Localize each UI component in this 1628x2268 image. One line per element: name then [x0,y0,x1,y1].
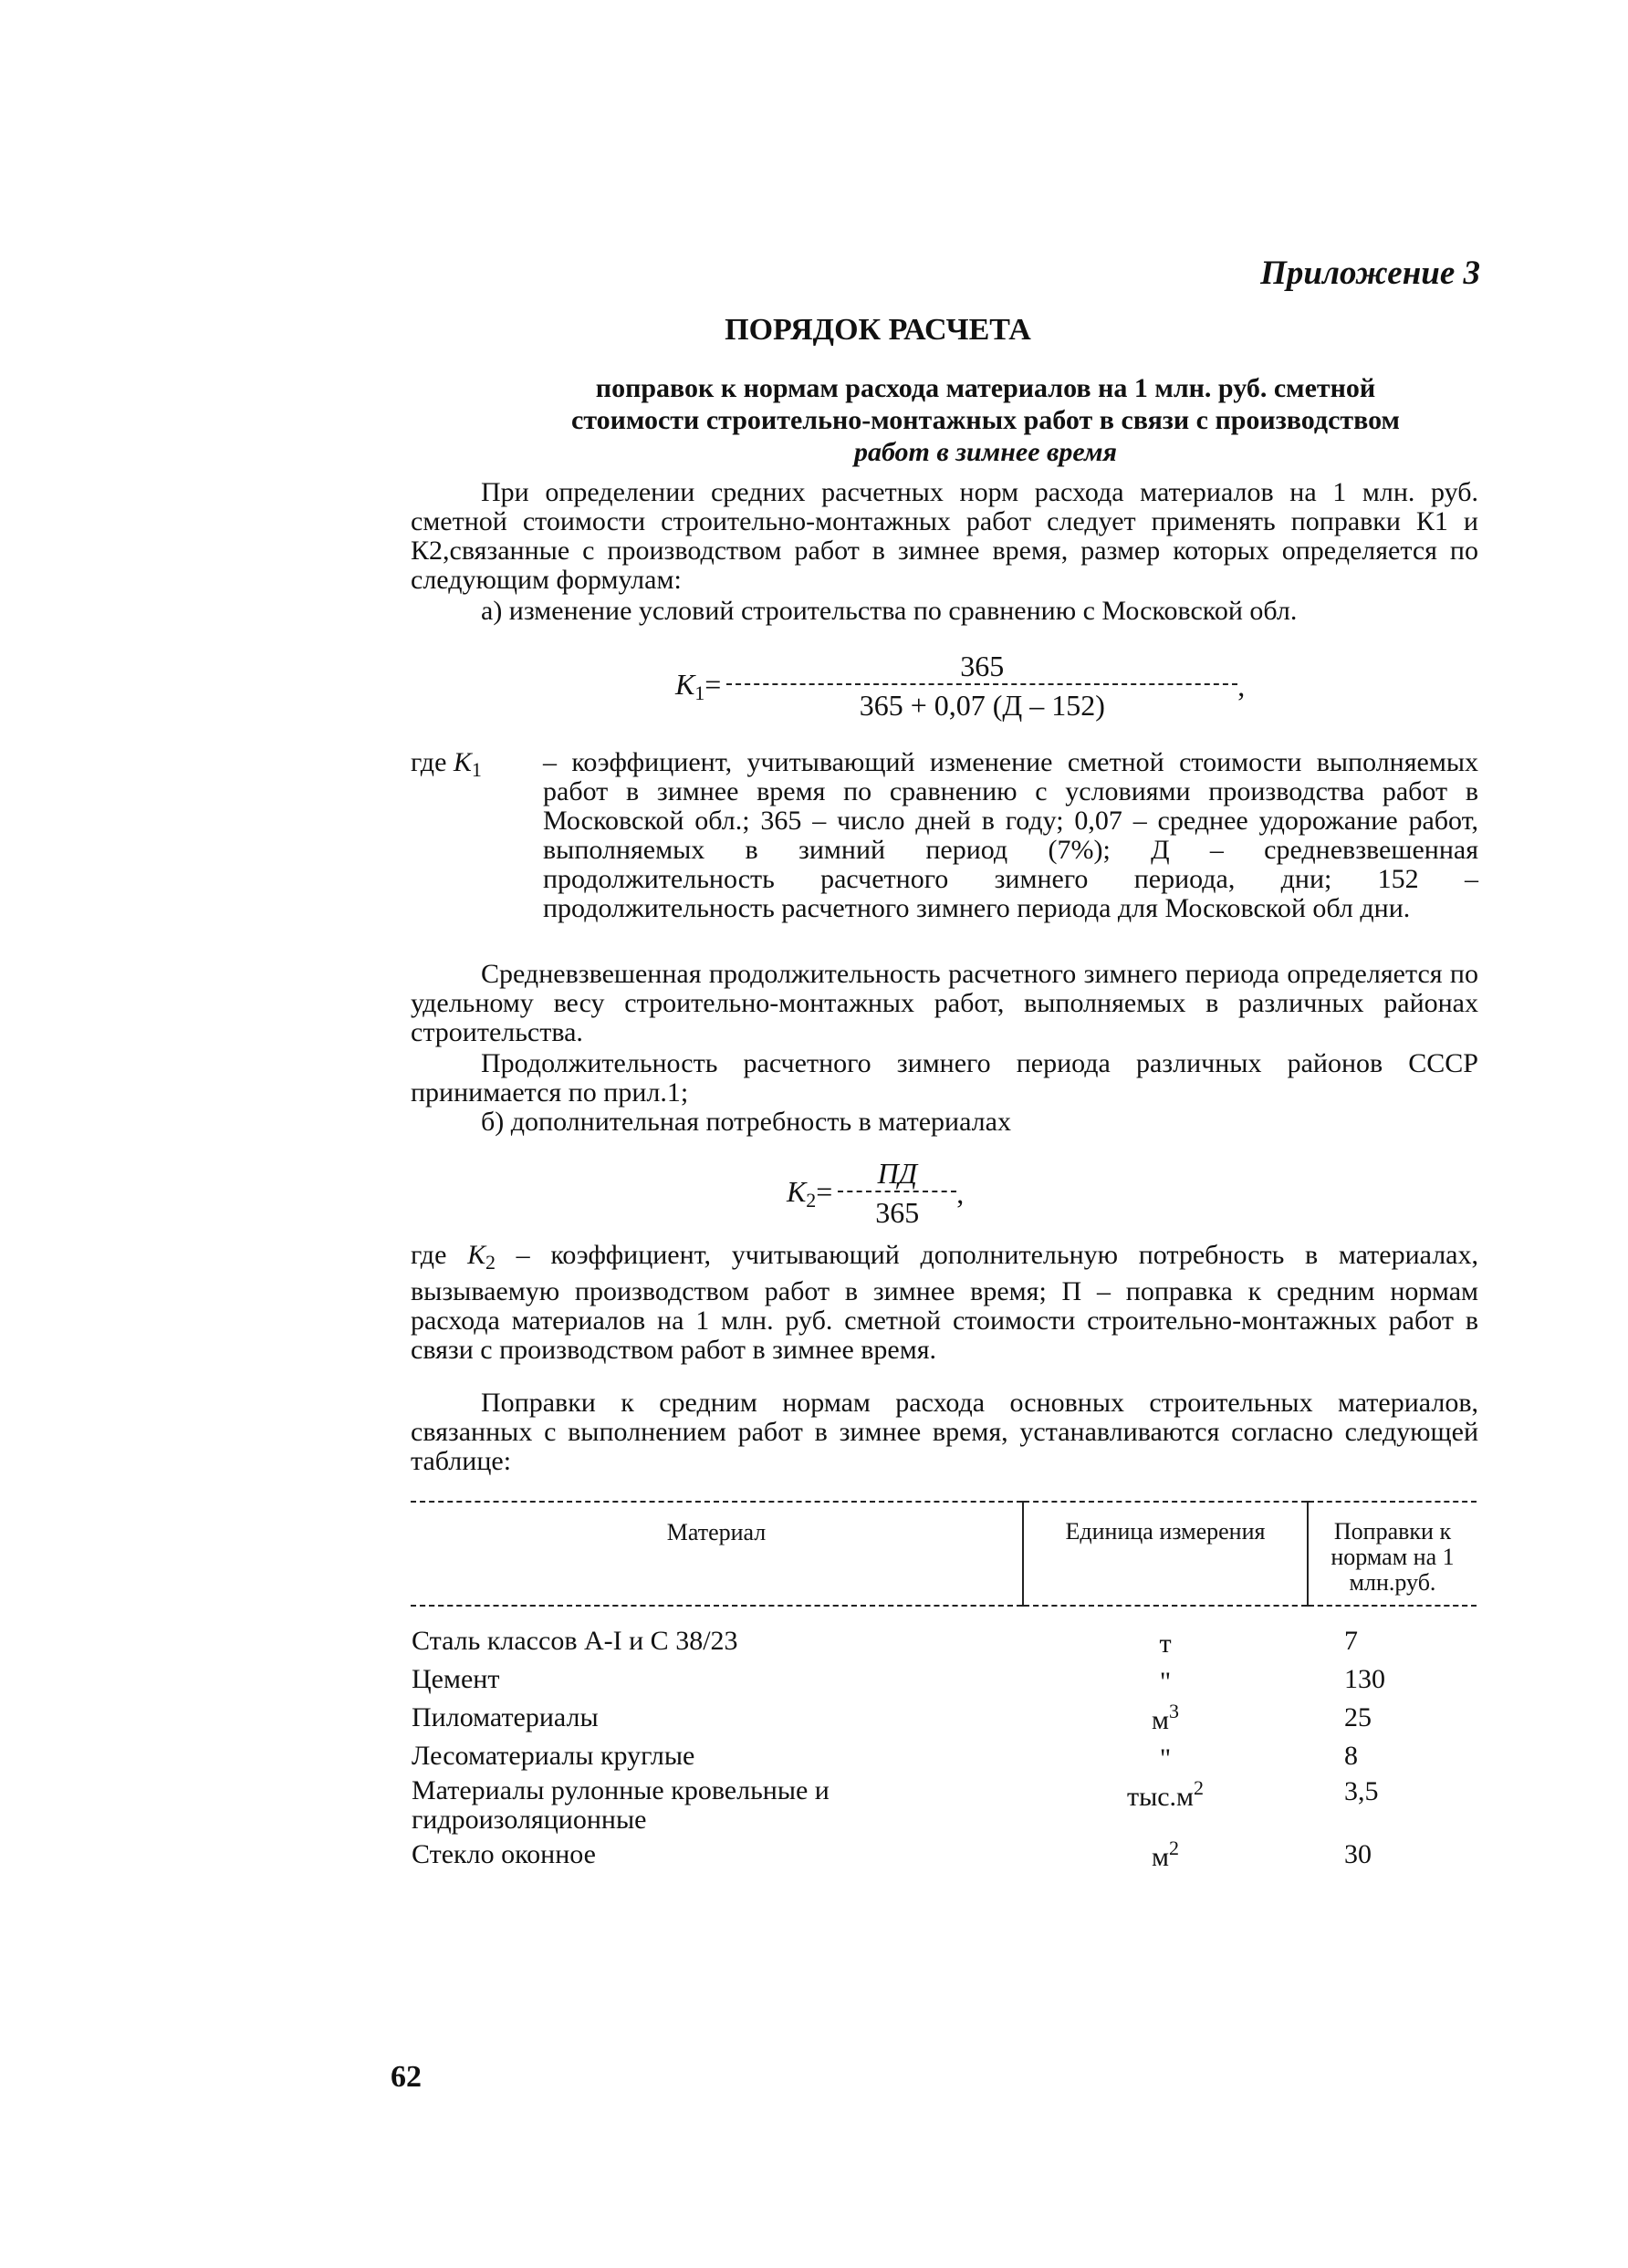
subtitle-line-2: стоимости строительно-монтажных работ в связи с производством [571,405,1400,435]
k1-symbol: К [453,747,472,777]
row-unit-sup: 2 [1168,1836,1179,1859]
table-row [411,1737,1477,1775]
table-header-row [411,1502,1477,1606]
table-row [411,1699,1477,1737]
subtitle-line-1: поправок к нормам расхода материалов на 1 млн. руб. сметной [595,373,1376,403]
row-material: Пиломатериалы [412,1702,599,1732]
row-material: Материалы рулонные кровельные и гидроизоляционные [412,1775,830,1835]
duration-paragraph: Продолжительность расчетного зимнего периода различных районов СССР принимается по прил.1; [411,1048,1478,1108]
subtitle-line-3: работ в зимнее время [853,437,1118,467]
row-unit: тыс.м [1126,1782,1195,1812]
header-material: Материал [411,1502,1023,1606]
row-material: Цемент [412,1664,500,1694]
header-unit: Единица измерения [1023,1502,1308,1606]
weighted-paragraph: Средневзвешенная продолжительность расчетного зимнего периода определяется по удельному весу строительно-монтажных работ, выполняемых в различных районах строительства. [411,959,1478,1047]
formula-k1: $К_1=$ $\frac{365}{365 + 0,07 (Д - 152)}$ , [675,650,1246,722]
row-unit: " [1159,1743,1172,1774]
table-intro-paragraph: Поправки к средним нормам расхода основных строительных материалов, связанных с выполнением работ в зимнее время, устанавливаются согласно следующей таблице: [411,1388,1478,1476]
table-row [411,1660,1477,1699]
formula-k2-lhs: К [787,1174,807,1208]
row-value: 30 [1344,1839,1372,1869]
formula-k1-numerator: 365 [960,650,1005,682]
formula-k2: $К_2=$ $\frac{ПД}{365}$ , [787,1157,965,1229]
row-material: Сталь классов А-I и С 38/23 [412,1626,738,1656]
k2-symbol-sub: 2 [485,1251,496,1274]
k1-definition [411,748,1478,923]
row-unit: м [1152,1842,1169,1872]
header-correction: Поправки к нормам на 1 млн.руб. [1308,1502,1477,1606]
row-unit-sup: 2 [1194,1776,1205,1799]
row-unit-sup: 3 [1168,1700,1179,1722]
row-value: 3,5 [1344,1776,1379,1806]
row-unit: м [1152,1705,1169,1735]
page-title: ПОРЯДОК РАСЧЕТА [725,313,1031,347]
row-unit: " [1159,1667,1172,1697]
k2-definition [411,1241,1478,1365]
table-row [411,1606,1477,1660]
item-b: б) дополнительная потребность в материалах [481,1107,1011,1137]
row-value: 130 [1344,1664,1385,1694]
row-material: Стекло оконное [412,1839,596,1869]
intro-paragraph: При определении средних расчетных норм расхода материалов на 1 млн. руб. сметной стоимости строительно-монтажных работ следует применять поправки К1 и К2,связанные с производством работ в зимнее время, размер которых определяется по следующим формулам: [411,477,1478,595]
row-value: 7 [1344,1626,1358,1656]
formula-k1-lhs: К [675,667,695,701]
subtitle [402,372,1570,468]
k2-definition-text: – коэффициент, учитывающий дополнительную потребность в материалах, вызываемую производством работ в зимнее время; П – поправка к средним нормам расхода материалов на 1 млн. руб. сметной стоимости строительно-монтажных работ в связи с производством работ в зимнее время. [411,1240,1478,1365]
item-a: а) изменение условий строительства по сравнению с Московской обл. [481,596,1298,626]
table-row [411,1775,1477,1836]
table-row [411,1836,1477,1874]
appendix-label: Приложение 3 [1260,255,1480,292]
formula-k1-denominator: 365 + 0,07 (Д – 152) [726,683,1237,723]
k2-symbol: К [467,1240,485,1270]
row-material: Лесоматериалы круглые [412,1741,695,1771]
materials-table [411,1501,1477,1874]
formula-k2-trail: , [956,1176,965,1210]
formula-k2-denominator: 365 [838,1191,956,1230]
k2-where: где [411,1240,447,1270]
page-number: 62 [391,2060,422,2094]
row-value: 25 [1344,1702,1372,1732]
row-value: 8 [1344,1741,1358,1771]
formula-k1-lhs-sub: 1 [694,681,705,704]
formula-k2-numerator: ПД [877,1157,918,1190]
formula-k1-trail: , [1237,669,1246,702]
row-unit: т [1159,1628,1172,1659]
formula-k2-lhs-sub: 2 [806,1188,817,1212]
k1-symbol-sub: 1 [471,758,482,781]
k1-definition-text: – коэффициент, учитывающий изменение сметной стоимости выполняемых работ в зимнее время по сравнению с условиями производства работ в Московской обл.; 365 – число дней в году; 0,07 – среднее удорожание работ, выполняемых в зимний период (7%); Д – средневзвешенная продолжительность расчетного зимнего периода, дни; 152 – продолжительность расчетного зимнего периода для Московской обл дни. [543,747,1478,923]
k1-where: где [411,747,447,777]
